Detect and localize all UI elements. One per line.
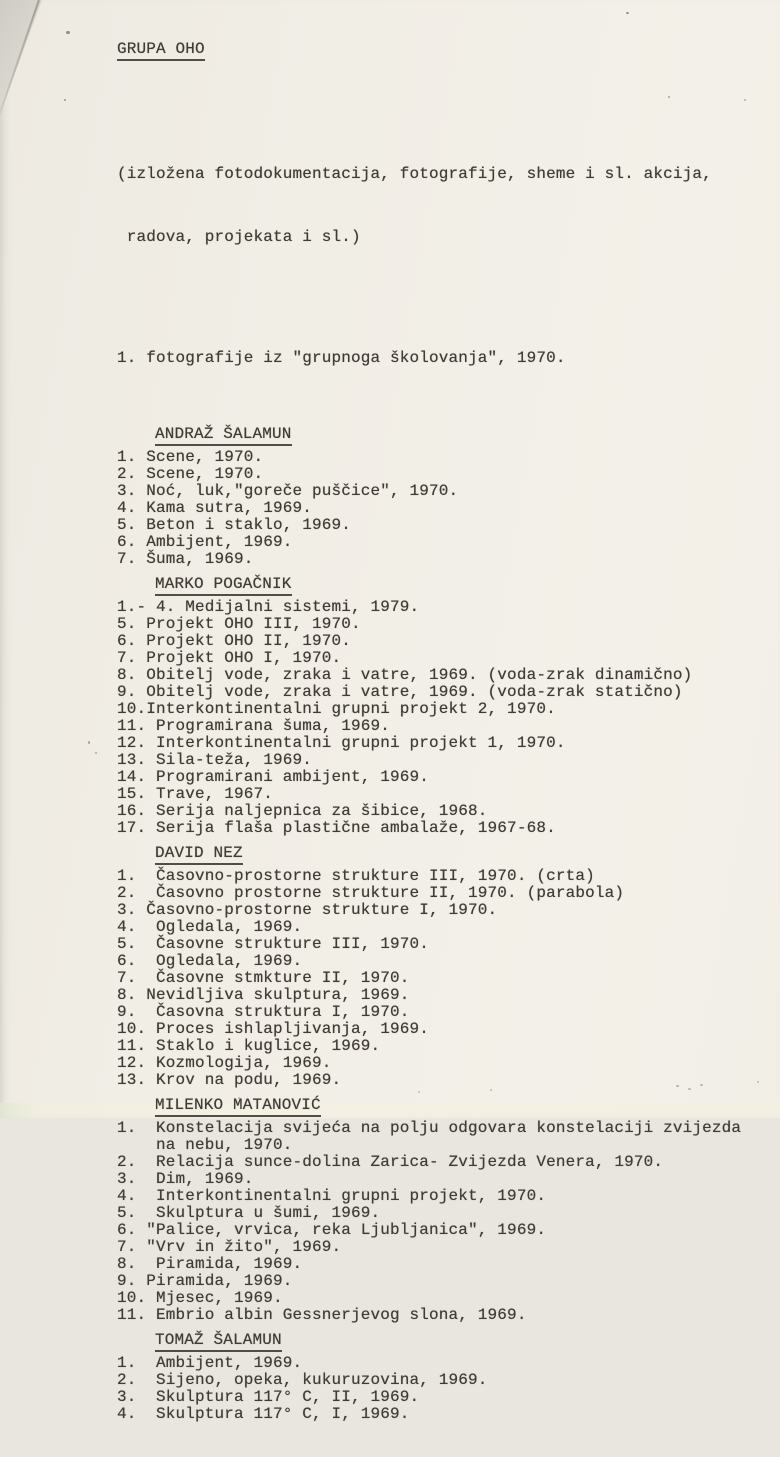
artwork-item: 15. Trave, 1967.: [117, 785, 274, 803]
artwork-item: 8. Nevidljiva skulptura, 1969.: [117, 986, 410, 1004]
artist-heading-text: MARKO POGAČNIK: [155, 575, 292, 596]
artwork-item: 4. Ogledala, 1969.: [117, 918, 303, 936]
artist-heading-text: MILENKO MATANOVIĆ: [155, 1096, 321, 1117]
artwork-item: 5. Projekt OHO III, 1970.: [117, 615, 361, 633]
artwork-item: 4. Kama sutra, 1969.: [117, 499, 313, 517]
artwork-item: 3. Noć, luk,"goreče puščice", 1970.: [117, 482, 459, 500]
artwork-item: 7. Projekt OHO I, 1970.: [117, 649, 342, 667]
artwork-item: 1. Konstelacija svijeća na polju odgovara konstelaciji zvijezda na nebu, 1970.: [117, 1119, 742, 1154]
intro-paragraph: [117, 122, 767, 290]
artwork-item: 1. Scene, 1970.: [117, 448, 264, 466]
paper-speck: [95, 752, 97, 754]
artwork-item: 1.- 4. Medijalni sistemi, 1979.: [117, 598, 420, 616]
artwork-item: 16. Serija naljepnica za šibice, 1968.: [117, 802, 488, 820]
artwork-item: 2. Sijeno, opeka, kukuruzovina, 1969.: [117, 1371, 488, 1389]
artwork-item: 2. Relacija sunce-dolina Zarica- Zvijezda Venera, 1970.: [117, 1153, 664, 1171]
artist-heading: [155, 1331, 767, 1352]
artwork-item: 8. Obitelj vode, zraka i vatre, 1969. (voda-zrak dinamično): [117, 666, 693, 684]
artist-heading-text: ANDRAŽ ŠALAMUN: [155, 425, 292, 446]
intro-line: radova, projekata i sl.): [117, 228, 361, 246]
artwork-item: 3. Skulptura 117° C, II, 1969.: [117, 1388, 420, 1406]
artwork-item: 1. Ambijent, 1969.: [117, 1354, 303, 1372]
artwork-item: 9. Piramida, 1969.: [117, 1272, 293, 1290]
artist-heading: [155, 575, 767, 596]
artwork-item: 7. Časovne stmkture II, 1970.: [117, 969, 410, 987]
artwork-item: 4. Interkontinentalni grupni projekt, 1970.: [117, 1187, 547, 1205]
artwork-item: 3. Dim, 1969.: [117, 1170, 254, 1188]
artist-heading: [155, 425, 767, 446]
artwork-item: 10. Mjesec, 1969.: [117, 1289, 283, 1307]
artwork-item: 6. Ogledala, 1969.: [117, 952, 303, 970]
artwork-item: 13. Krov na podu, 1969.: [117, 1071, 342, 1089]
artwork-item: 8. Piramida, 1969.: [117, 1255, 303, 1273]
artwork-item: 2. Časovno prostorne strukture II, 1970. (parabola): [117, 884, 625, 902]
artwork-item: 9. Obitelj vode, zraka i vatre, 1969. (voda-zrak statično): [117, 683, 683, 701]
artwork-item: 11. Staklo i kuglice, 1969.: [117, 1037, 381, 1055]
document-content: [117, 0, 767, 1457]
artwork-item: 10. Proces ishlapljivanja, 1969.: [117, 1020, 430, 1038]
artwork-item: 5. Časovne strukture III, 1970.: [117, 935, 430, 953]
artwork-item: 12. Kozmologija, 1969.: [117, 1054, 332, 1072]
artwork-item: 5. Skulptura u šumi, 1969.: [117, 1204, 381, 1222]
artwork-item: 9. Časovna struktura I, 1970.: [117, 1003, 410, 1021]
artwork-item: 3. Časovno-prostorne strukture I, 1970.: [117, 901, 498, 919]
paper-speck: [88, 741, 90, 744]
artwork-item: 11. Embrio albin Gessnerjevog slona, 1969.: [117, 1306, 527, 1324]
document-title: [117, 40, 767, 61]
artwork-item: 6. "Palice, vrvica, reka Ljubljanica", 1969.: [117, 1221, 547, 1239]
artwork-item: 6. Ambijent, 1969.: [117, 533, 293, 551]
artwork-item: 17. Serija flaša plastične ambalaže, 1967-68.: [117, 819, 556, 837]
artwork-item: 12. Interkontinentalni grupni projekt 1, 1970.: [117, 734, 566, 752]
paper-speck: [66, 31, 70, 34]
artwork-item: 10.Interkontinentalni grupni projekt 2, 1970.: [117, 700, 556, 718]
artist-sections: [117, 425, 767, 1423]
artwork-item: 14. Programirani ambijent, 1969.: [117, 768, 430, 786]
paper-speck: [64, 99, 66, 101]
artwork-item: 1. Časovno-prostorne strukture III, 1970. (crta): [117, 867, 595, 885]
artist-heading-text: DAVID NEZ: [155, 844, 243, 865]
lead-list-item: 1. fotografije iz "grupnoga školovanja", 1970.: [117, 349, 566, 367]
artwork-item: 11. Programirana šuma, 1969.: [117, 717, 391, 735]
artwork-item: 2. Scene, 1970.: [117, 465, 264, 483]
artist-heading: [155, 844, 767, 865]
artwork-item: 7. "Vrv in žito", 1969.: [117, 1238, 342, 1256]
artwork-item: 5. Beton i staklo, 1969.: [117, 516, 352, 534]
artwork-item: 13. Sila-teža, 1969.: [117, 751, 313, 769]
intro-line: (izložena fotodokumentacija, fotografije, sheme i sl. akcija,: [117, 165, 712, 183]
artist-heading-text: TOMAŽ ŠALAMUN: [155, 1331, 282, 1352]
artwork-item: 7. Šuma, 1969.: [117, 550, 254, 568]
document-title-text: GRUPA OHO: [117, 40, 205, 61]
artwork-item: 4. Skulptura 117° C, I, 1969.: [117, 1405, 410, 1423]
artist-heading: [155, 1096, 767, 1117]
artwork-item: 6. Projekt OHO II, 1970.: [117, 632, 352, 650]
